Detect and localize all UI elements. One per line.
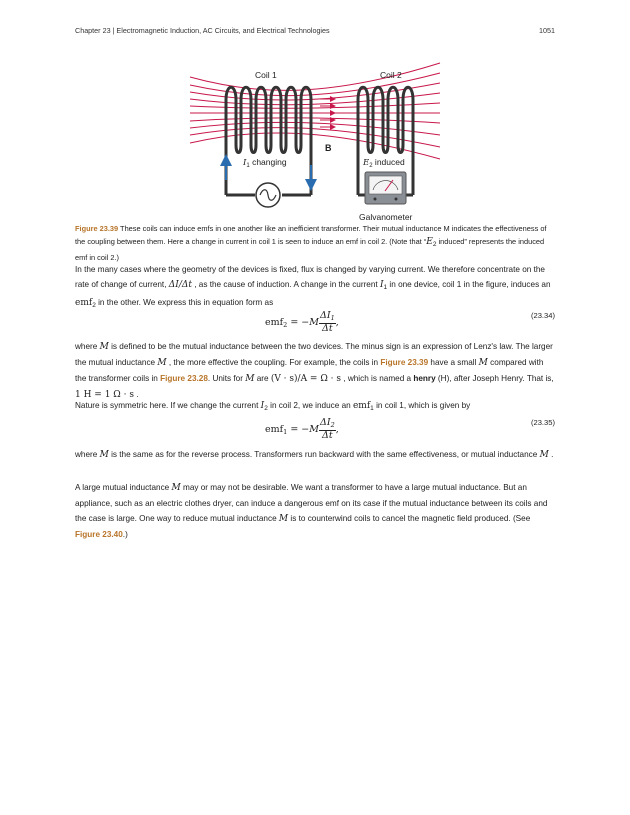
math: M	[478, 358, 488, 368]
caption-e-symbol: E	[426, 237, 433, 247]
math: M	[99, 342, 109, 352]
eq-lhs: emf	[265, 317, 284, 328]
text: . Units for	[207, 374, 246, 383]
field-line	[190, 63, 440, 90]
text: (H), after Joseph Henry. That is,	[435, 374, 554, 383]
text: in one device, coil 1 in the figure, induces an	[387, 280, 551, 289]
equation-number: (23.35)	[530, 418, 555, 427]
text: where	[75, 450, 100, 459]
text: In the many cases where the geometry of the devices is fixed, flux is changed by varying current. We therefore concentrate on the rate of change of current,	[75, 265, 545, 289]
text: is to counterwind coils to cancel the magnetic field produced. (See	[288, 514, 531, 523]
eq-fraction	[319, 311, 336, 334]
eq-lhs-sub: 1	[283, 428, 288, 436]
math: emf	[75, 298, 93, 308]
eq-m: M	[309, 424, 319, 435]
text: in coil 1, which is given by	[373, 401, 471, 410]
eq-sign: = −	[287, 424, 310, 435]
eq-end: ,	[335, 424, 339, 435]
text: is the same as for the reverse process. Transformers run backward with the same effectiveness, or mutual inductance	[108, 450, 540, 459]
text: is defined to be the mutual inductance between the two devices. The minus sign is an expression of Lenz's law. The larger the mutual inductance	[75, 342, 553, 367]
text: A large mutual inductance	[75, 483, 172, 492]
i1-changing-label: $I_1$ changing	[243, 157, 287, 169]
text: have a small	[428, 358, 479, 367]
caption-label: Figure 23.39	[75, 224, 119, 233]
eq-num-sub: 2	[330, 421, 335, 429]
text: in coil 2, we induce an	[267, 401, 353, 410]
text: .)	[122, 530, 128, 539]
equation-body	[265, 418, 339, 441]
paragraph-2	[75, 339, 555, 403]
text: may or may not be desirable. We want a transformer to have a large mutual inductance. But an appliance, such as an electric clothes dryer, can induce a dangerous emf on its case if the mutual inductance between its coils and the case is large. One way to reduce mutual inductance	[75, 483, 548, 523]
caption-text: These coils can induce emfs in one another like an inefficient transformer. Their mutual inductance M indicates the effectiveness of the coupling between them. Here a change in current in coil 1 is seen to induce an emf in coil 2. (Note that “	[75, 224, 547, 246]
text: , the more effective the coupling. For example, the coils in	[166, 358, 381, 367]
coil-1-label: Coil 1	[255, 70, 277, 80]
equation-23-35	[75, 418, 555, 448]
eq-num: ΔI	[320, 310, 331, 321]
figure-23-39	[175, 55, 455, 225]
eq-lhs: emf	[265, 424, 284, 435]
math-sub: 2	[92, 302, 96, 309]
chapter-title: Chapter 23 | Electromagnetic Induction, AC Circuits, and Electrical Technologies	[75, 26, 330, 35]
eq-num: ΔI	[320, 417, 331, 428]
math: M	[245, 374, 255, 384]
math: 1 H = 1 Ω · s	[75, 390, 134, 400]
paragraph-4	[75, 447, 555, 463]
eq-fraction	[319, 418, 336, 441]
math-sub: 2	[264, 405, 268, 412]
e2-induced-label: $E_2$ induced	[363, 157, 405, 169]
galvanometer-label: Galvanometer	[359, 212, 413, 222]
math: ΔI/Δt	[168, 280, 192, 290]
paragraph-3	[75, 398, 555, 416]
b-field-label: B	[325, 143, 332, 153]
text: , as the cause of induction. A change in the current	[191, 280, 380, 289]
math-sub: 1	[383, 284, 388, 291]
math: I	[260, 401, 265, 411]
figure-link-23-39[interactable]: Figure 23.39	[380, 358, 429, 367]
figure-link-23-40[interactable]: Figure 23.40	[75, 530, 123, 539]
coil-2-label: Coil 2	[380, 70, 402, 80]
text: Nature is symmetric here. If we change the current	[75, 401, 261, 410]
galvanometer-icon	[365, 172, 406, 204]
math: M	[539, 450, 549, 460]
caption-text-end: induced” represents the induced emf in coil 2.)	[75, 237, 545, 262]
text: .	[133, 390, 139, 399]
paragraph-5	[75, 480, 555, 542]
eq-den: Δt	[322, 430, 333, 441]
math: (V · s)/A = Ω · s	[270, 374, 341, 384]
term-henry: henry	[413, 374, 436, 383]
figure-link-23-28[interactable]: Figure 23.28	[160, 374, 208, 383]
math: M	[99, 450, 109, 460]
eq-den: Δt	[322, 323, 333, 334]
text: are	[254, 374, 271, 383]
eq-lhs-sub: 2	[283, 321, 288, 329]
math: M	[278, 514, 289, 524]
text: in the other. We express this in equation form as	[95, 298, 274, 307]
caption-e-sub: 2	[432, 241, 437, 248]
equation-number: (23.34)	[530, 311, 555, 320]
eq-num-sub: 1	[330, 314, 335, 322]
math: I	[379, 280, 384, 290]
math-sub: 1	[370, 405, 374, 412]
equation-body	[265, 311, 339, 334]
eq-end: ,	[335, 317, 339, 328]
text: , which is named a	[341, 374, 414, 383]
eq-m: M	[309, 317, 319, 328]
figure-caption	[75, 222, 555, 264]
math: M	[157, 358, 167, 368]
text: .	[548, 450, 554, 459]
paragraph-1	[75, 262, 555, 313]
text: where	[75, 342, 100, 351]
math: M	[171, 483, 181, 493]
page-number: 1051	[539, 26, 555, 35]
coils-diagram	[175, 55, 455, 225]
eq-sign: = −	[287, 317, 310, 328]
text: compared with the transformer coils in	[75, 358, 544, 383]
equation-23-34	[75, 311, 555, 341]
math: emf	[352, 401, 371, 411]
